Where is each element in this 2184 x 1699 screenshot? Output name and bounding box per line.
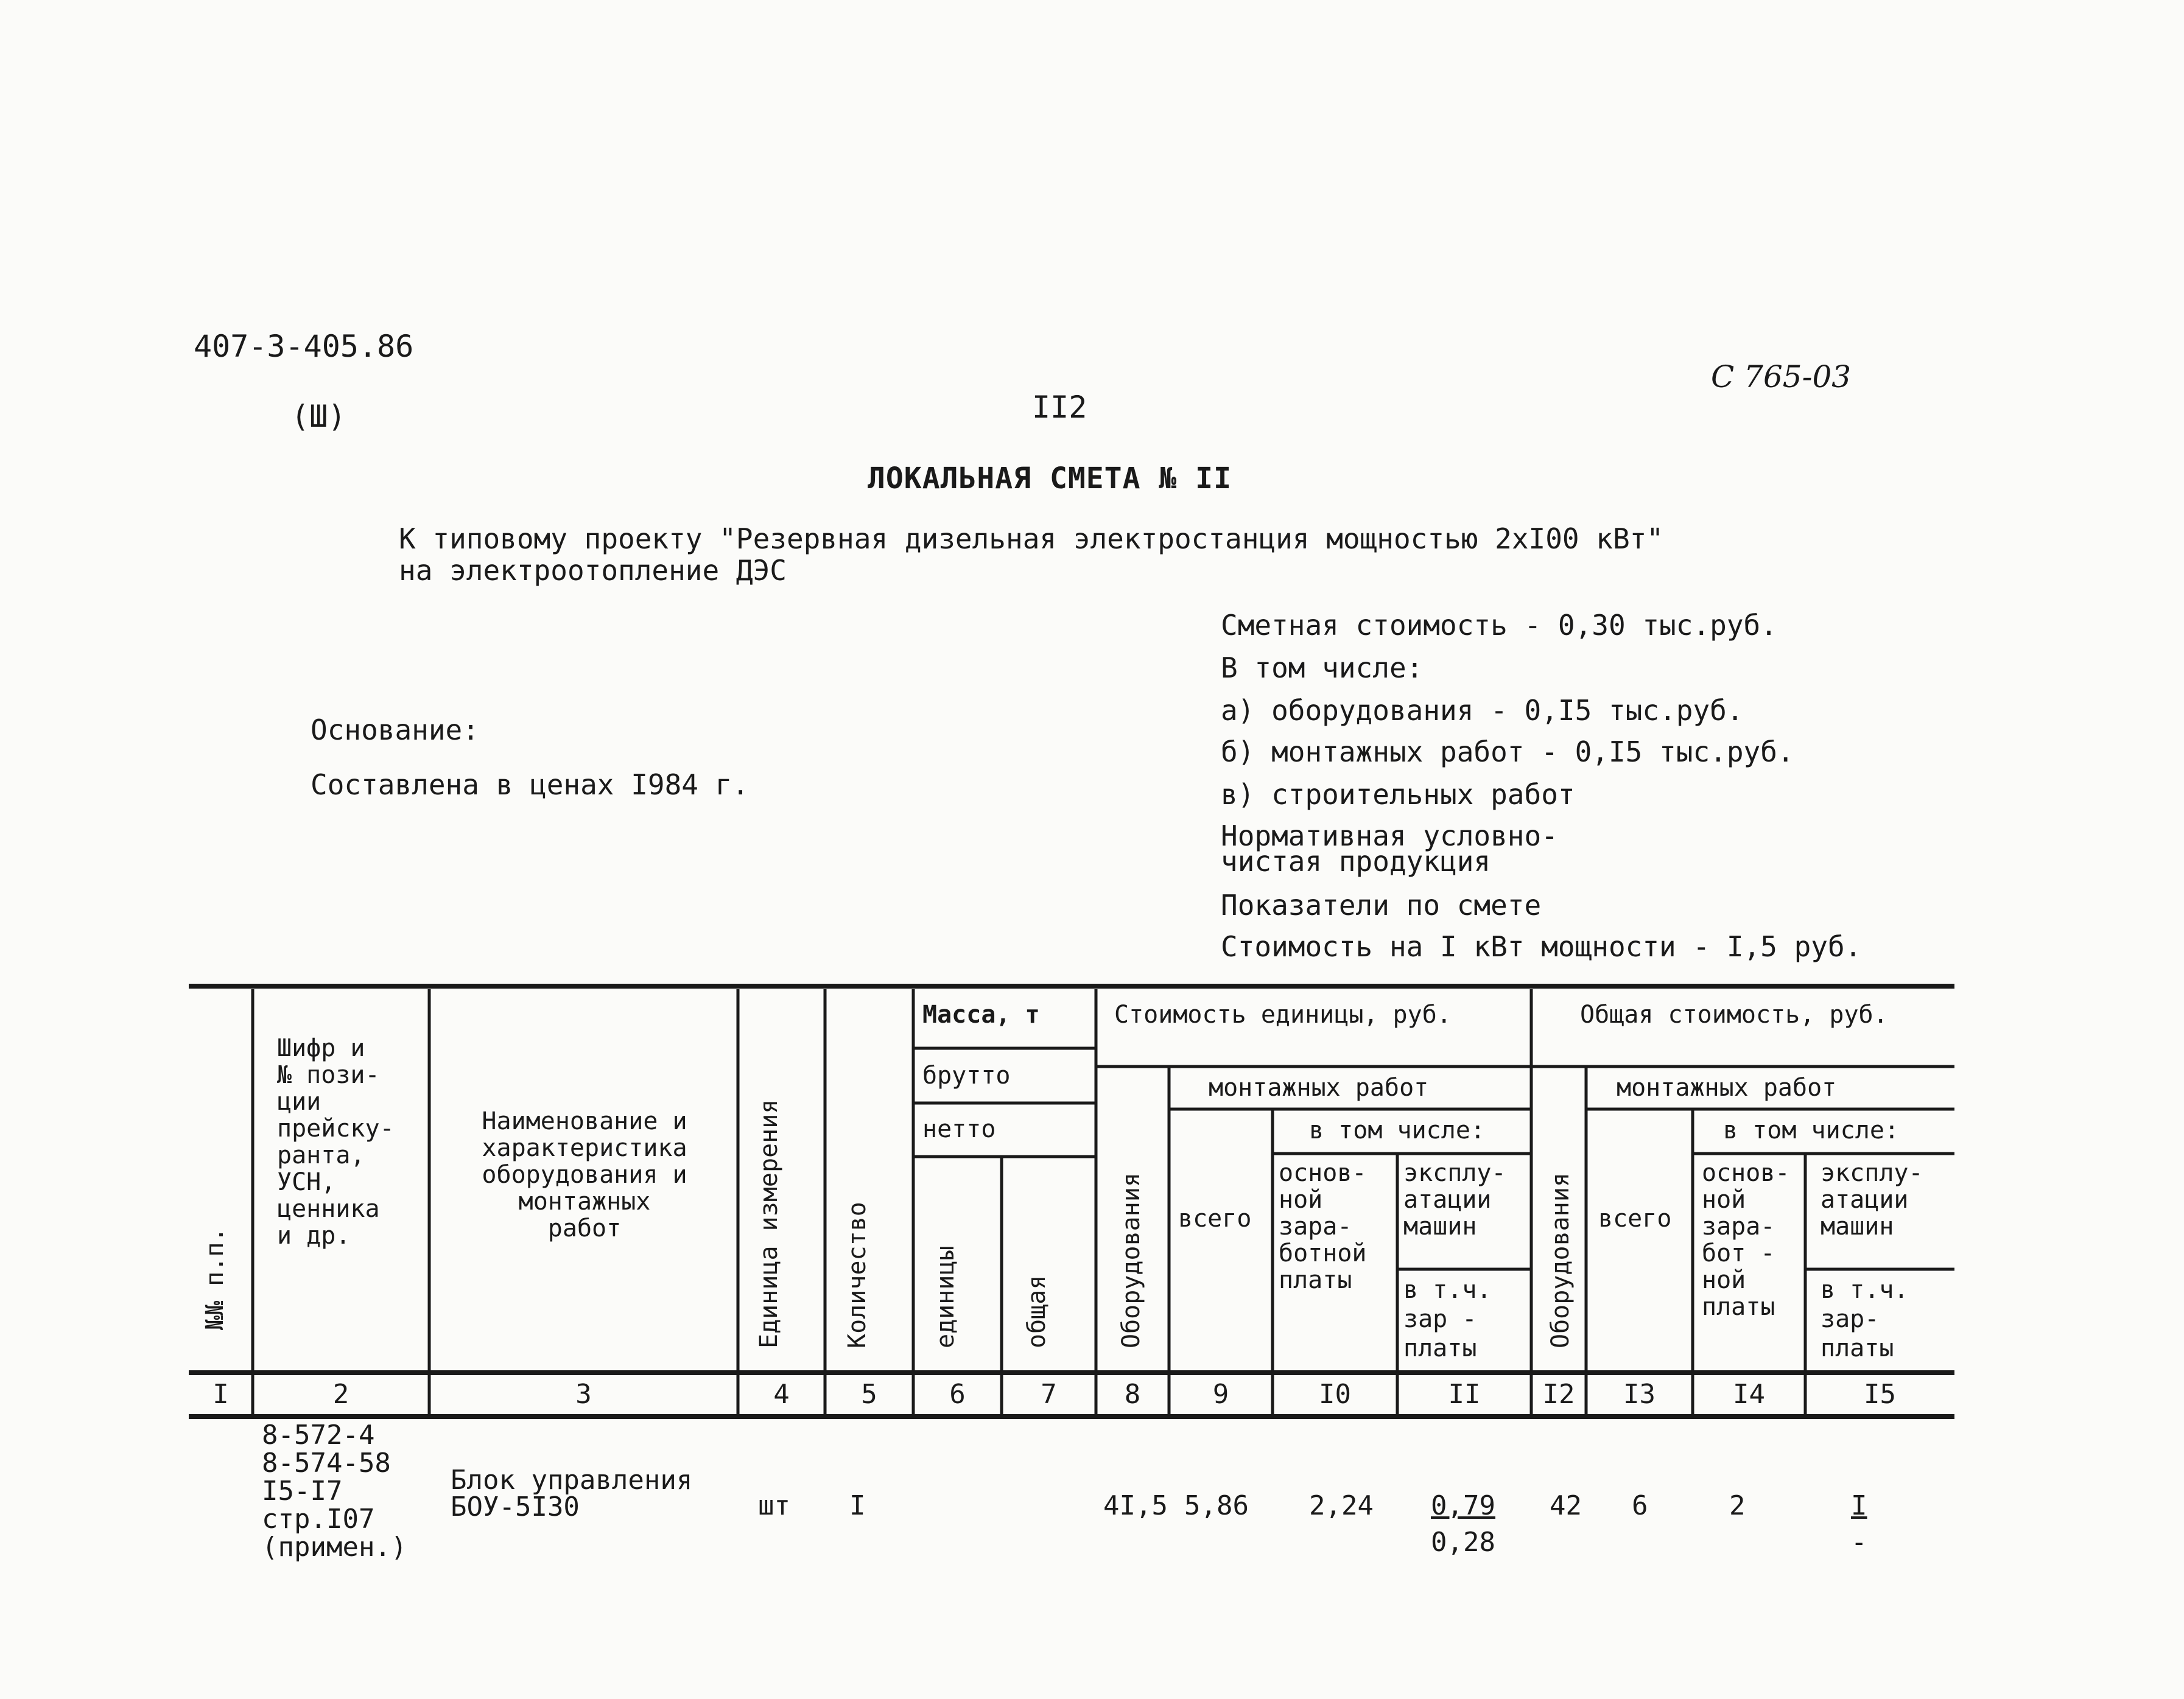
row-code-line: I5-I7 [262,1476,343,1507]
row-name-line: БОУ-5I30 [451,1491,580,1522]
header-line: эксплу- [1403,1159,1506,1187]
summary-line: Нормативная условно- [1221,819,1558,852]
col-header-code-line: Шифр и [277,1034,365,1062]
column-number: I0 [1319,1379,1351,1410]
header-line: платы [1403,1334,1477,1362]
column-number: II [1448,1379,1481,1410]
col-header-machines-wage-unit [1403,1275,1492,1363]
col-header-unit: Единица измерения [755,1099,783,1348]
col-header-code-line: ции [277,1088,321,1116]
row-code-line: 8-574-58 [262,1448,391,1479]
column-number: I3 [1623,1379,1656,1410]
row-equipment-unit-cost: 4I,5 [1103,1490,1168,1521]
header-line: основ- [1702,1159,1790,1187]
row-wage-unit: 2,24 [1309,1490,1374,1521]
col-header-name-line: характеристика [482,1134,687,1162]
col-header-unit-cost: Стоимость единицы, руб. [1114,1001,1452,1029]
summary-line: Сметная стоимость - 0,30 тыс.руб. [1221,609,1777,642]
row-code-line: стр.I07 [262,1504,375,1535]
header-line: атации [1403,1186,1492,1214]
column-number: 3 [575,1379,592,1410]
col-header-name [435,1108,734,1242]
col-header-code [277,1035,395,1249]
basis-label: Основание: [311,713,479,746]
header-line: основ- [1279,1159,1367,1187]
col-header-total-cost: Общая стоимость, руб. [1580,1001,1888,1029]
col-header-row-number: №№ п.п. [201,1227,229,1330]
price-basis: Составлена в ценах I984 г. [311,768,750,801]
column-number: 9 [1212,1379,1229,1410]
col-header-name-line: оборудования и [482,1161,687,1189]
col-header-equipment-unit: Оборудования [1117,1172,1145,1348]
col-header-code-line: УСН, [277,1168,336,1196]
handwritten-code: С 765-03 [1711,359,1852,394]
col-header-machines-wage-total [1821,1275,1909,1363]
subtitle-line-1: К типовому проекту "Резервная дизельная электростанция мощностью 2хI00 кВт" [399,522,1664,555]
col-header-code-line: № пози- [277,1061,380,1089]
col-header-machines-total [1821,1160,1923,1240]
col-header-total-unit: всего [1178,1205,1252,1233]
header-line: ной [1702,1266,1746,1294]
header-line: бот - [1702,1239,1775,1267]
header-line: платы [1279,1266,1352,1294]
col-header-install-unit: монтажных работ [1209,1074,1429,1102]
column-number: I2 [1542,1379,1575,1410]
header-line: платы [1702,1293,1775,1321]
col-header-quantity: Количество [843,1202,871,1348]
row-quantity: I [849,1490,866,1521]
summary-line: В том числе: [1221,651,1424,684]
col-header-netto: нетто [922,1115,996,1143]
col-header-install-total: монтажных работ [1617,1074,1837,1102]
header-line: платы [1821,1334,1894,1362]
row-code [262,1421,407,1561]
page-number: II2 [1032,390,1087,425]
header-line: зар- [1821,1305,1880,1333]
col-header-incl-unit: в том числе: [1309,1116,1485,1144]
col-header-wage-total [1702,1160,1790,1320]
row-code-line: (примен.) [262,1532,407,1563]
col-header-mass: Масса, т [922,1001,1040,1029]
header-line: зар - [1403,1305,1477,1333]
estimate-title: ЛОКАЛЬНАЯ СМЕТА № II [868,461,1232,496]
col-header-code-line: ранта, [277,1141,365,1169]
col-header-brutto: брутто [922,1062,1011,1090]
col-header-incl-total: в том числе: [1723,1116,1899,1144]
column-number: I5 [1864,1379,1896,1410]
header-line: ной [1279,1186,1323,1214]
header-line: атации [1821,1186,1909,1214]
row-unit: шт [758,1490,790,1521]
header-line: в т.ч. [1821,1276,1909,1304]
column-number: 8 [1124,1379,1141,1410]
row-machines-unit: 0,79 [1431,1490,1495,1521]
col-header-code-line: ценника [277,1195,380,1223]
row-equipment-total-cost: 42 [1550,1490,1582,1521]
row-name [451,1467,692,1521]
header-line: эксплу- [1821,1159,1923,1187]
row-install-unit-total: 5,86 [1184,1490,1249,1521]
column-number: 7 [1041,1379,1057,1410]
header-line: ной [1702,1186,1746,1214]
column-number: 6 [949,1379,966,1410]
column-number: 5 [861,1379,877,1410]
col-header-unit-mass: единицы [932,1245,960,1348]
col-header-name-line: Наименование и [482,1107,687,1135]
col-header-total-mass: общая [1023,1275,1051,1348]
row-wage-total: 2 [1729,1490,1746,1521]
summary-line: б) монтажных работ - 0,I5 тыс.руб. [1221,735,1794,768]
header-line: зара- [1702,1213,1775,1241]
row-machines-total: I [1851,1490,1867,1521]
summary-line: Показатели по смете [1221,889,1542,922]
row-machines-wage-total: - [1851,1527,1867,1558]
col-header-code-line: прейску- [277,1115,395,1143]
header-line: машин [1821,1213,1894,1241]
summary-line: Стоимость на I кВт мощности - I,5 руб. [1221,930,1862,963]
document-code: 407-3-405.86 [194,329,414,364]
summary-line: а) оборудования - 0,I5 тыс.руб. [1221,694,1744,727]
col-header-name-line: монтажных [518,1188,651,1216]
col-header-equipment-total: Оборудования [1547,1172,1575,1348]
row-machines-wage-unit: 0,28 [1431,1527,1495,1558]
col-header-machines-unit [1403,1160,1506,1240]
header-line: зара- [1279,1213,1352,1241]
header-line: машин [1403,1213,1477,1241]
col-header-name-line: работ [547,1214,622,1242]
column-number: 4 [773,1379,790,1410]
subtitle-line-2: на электроотопление ДЭС [399,554,787,587]
column-number: I [212,1379,229,1410]
row-code-line: 8-572-4 [262,1420,375,1451]
column-number: I4 [1733,1379,1765,1410]
column-number: 2 [332,1379,349,1410]
row-install-total: 6 [1632,1490,1648,1521]
header-line: ботной [1279,1239,1367,1267]
summary-line: чистая продукция [1221,845,1491,878]
col-header-total-total: всего [1598,1205,1672,1233]
volume-number: (Ш) [291,399,346,434]
summary-line: в) строительных работ [1221,778,1575,811]
col-header-wage-unit [1279,1160,1367,1294]
row-name-line: Блок управления [451,1465,693,1496]
header-line: в т.ч. [1403,1276,1492,1304]
col-header-code-line: и др. [277,1222,351,1250]
